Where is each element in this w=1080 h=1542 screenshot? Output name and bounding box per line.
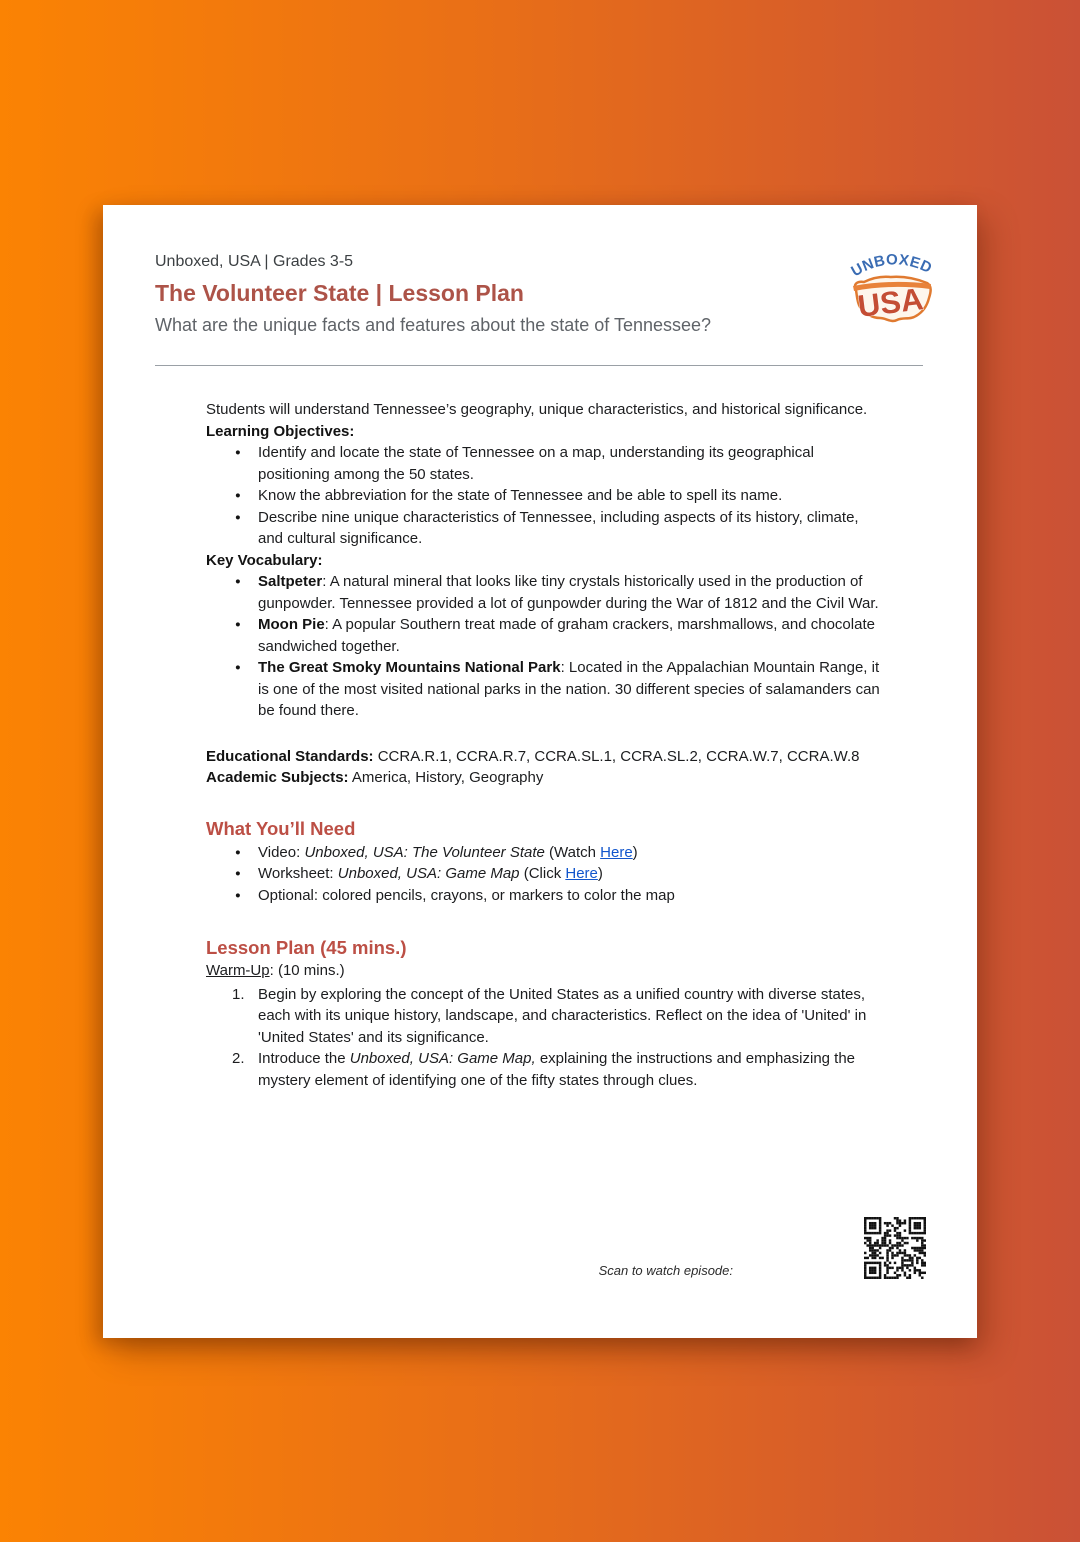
- academic-subjects: Academic Subjects: America, History, Geography: [206, 769, 544, 786]
- list-item: 1. Begin by exploring the concept of the United States as a unified country with diverse states, each with its unique history, landscape, and characteristics. Reflect on the idea of 'United' in 'United States' and its significance.: [232, 985, 867, 1046]
- what-you-need-heading: What You’ll Need: [206, 817, 356, 839]
- lesson-plan-heading: Lesson Plan (45 mins.): [206, 937, 407, 958]
- warmup-line: Warm-Up: (10 mins.): [206, 962, 345, 979]
- logo-word-usa: USA: [855, 281, 926, 324]
- list-item: ● Moon Pie: A popular Southern treat made of graham crackers, marshmallows, and chocolate sandwiched together.: [206, 614, 882, 657]
- list-item: ● Saltpeter: A natural mineral that looks like tiny crystals historically used in the production of gunpowder. Tennessee provided a lot of gunpowder during the War of 1812 and the Civil War.: [206, 571, 882, 614]
- click-here-link[interactable]: Here: [565, 865, 598, 882]
- list-item: ● Know the abbreviation for the state of Tennessee and be able to spell its name.: [206, 485, 882, 507]
- qr-caption: Scan to watch episode:: [598, 1263, 733, 1278]
- objectives-heading: Learning Objectives:: [206, 422, 355, 440]
- watch-here-link[interactable]: Here: [600, 843, 633, 861]
- document-body: [206, 399, 882, 1091]
- educational-standards: Educational Standards: CCRA.R.1, CCRA.R.7, CCRA.SL.1, CCRA.SL.2, CCRA.W.7, CCRA.W.8: [206, 747, 860, 765]
- page-title: The Volunteer State | Lesson Plan: [155, 280, 524, 306]
- list-item: ● The Great Smoky Mountains National Park: Located in the Appalachian Mountain Range, it is one of the most visited national parks in the nation. 30 different species of salamanders can be found there.: [206, 657, 882, 722]
- qr-code: [864, 1217, 926, 1279]
- vocabulary-list: [206, 571, 882, 722]
- course-meta: Unboxed, USA | Grades 3-5: [155, 253, 354, 270]
- list-item: ● Worksheet: Unboxed, USA: Game Map (Click Here): [206, 863, 882, 885]
- what-you-need-list: [206, 842, 882, 907]
- vocabulary-heading: Key Vocabulary:: [206, 551, 323, 569]
- header-divider: [155, 365, 923, 366]
- intro-paragraph: Students will understand Tennessee’s geography, unique characteristics, and historical significance.: [206, 401, 868, 418]
- objectives-list: [206, 442, 882, 550]
- essential-question: What are the unique facts and features about the state of Tennessee?: [155, 315, 712, 335]
- list-item: 2. Introduce the Unboxed, USA: Game Map, explaining the instructions and emphasizing the mystery element of identifying one of the fifty states through clues.: [232, 1050, 856, 1089]
- document-header: [155, 252, 855, 337]
- list-item: ● Describe nine unique characteristics of Tennessee, including aspects of its history, climate, and cultural significance.: [206, 507, 882, 550]
- unboxed-usa-logo-icon: [846, 249, 936, 329]
- warmup-steps: [206, 984, 882, 1092]
- list-item: ● Optional: colored pencils, crayons, or markers to color the map: [206, 885, 882, 907]
- list-item: ● Identify and locate the state of Tennessee on a map, understanding its geographical positioning among the 50 states.: [206, 442, 882, 485]
- document-page: [103, 205, 977, 1338]
- logo-word-unboxed: UNBOXED: [848, 251, 935, 281]
- list-item: ● Video: Unboxed, USA: The Volunteer State (Watch Here): [206, 842, 882, 864]
